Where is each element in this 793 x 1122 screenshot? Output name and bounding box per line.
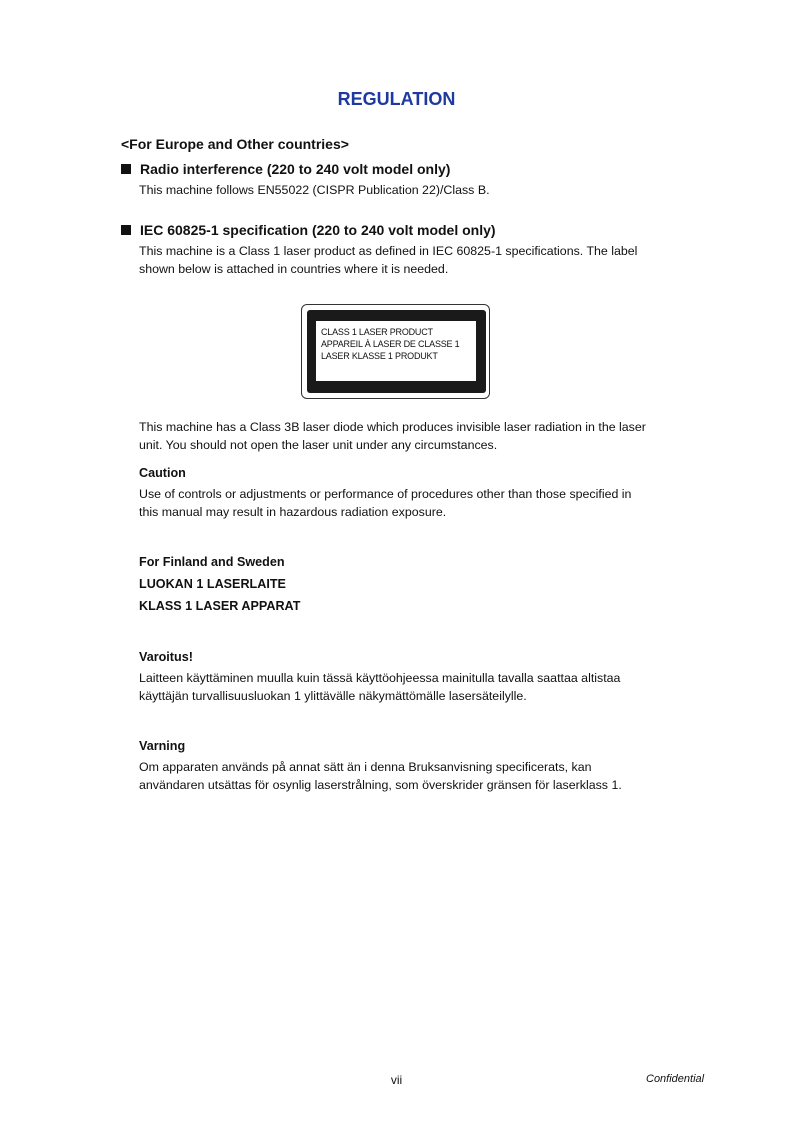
text-line: Use of controls or adjustments or performance of procedures other than those specified in (139, 487, 632, 501)
text-line: shown below is attached in countries where it is needed. (139, 262, 449, 276)
laser-label-line: LASER KLASSE 1 PRODUKT (321, 351, 438, 361)
finnish-laser-class-text: LUOKAN 1 LASERLAITE (139, 577, 286, 591)
finland-sweden-heading: For Finland and Sweden (139, 555, 285, 569)
section-heading-radio-interference (121, 161, 450, 177)
varoitus-text (139, 669, 687, 705)
varoitus-heading: Varoitus! (139, 650, 193, 664)
page-number: vii (390, 1073, 403, 1087)
laser-diode-text (139, 418, 687, 454)
swedish-laser-class-text: KLASS 1 LASER APPARAT (139, 599, 301, 613)
text-line: Laitteen käyttäminen muulla kuin tässä käyttöohjeessa mainitulla tavalla saattaa altistaa (139, 671, 621, 685)
text-line: this manual may result in hazardous radiation exposure. (139, 505, 447, 519)
text-line: användaren utsättas för osynlig laserstrålning, som överskrider gränsen för laserklass 1. (139, 778, 622, 792)
radio-interference-text: This machine follows EN55022 (CISPR Publication 22)/Class B. (139, 183, 490, 197)
text-line: käyttäjän turvallisuusluokan 1 ylittävälle näkymättömälle lasersäteilylle. (139, 689, 527, 703)
caution-heading: Caution (139, 466, 186, 480)
laser-label-line: CLASS 1 LASER PRODUCT (321, 327, 433, 337)
bullet-square-icon (121, 225, 131, 235)
iec-specification-text (139, 242, 687, 278)
confidential-label: Confidential (646, 1073, 705, 1085)
section-heading-text: Radio interference (220 to 240 volt model only) (140, 161, 451, 177)
text-line: unit. You should not open the laser unit under any circumstances. (139, 438, 498, 452)
laser-label-line: APPAREIL À LASER DE CLASSE 1 (321, 339, 460, 349)
text-line: Om apparaten används på annat sätt än i denna Bruksanvisning specificerats, kan (139, 760, 592, 774)
varning-text (139, 758, 687, 794)
text-line: This machine has a Class 3B laser diode which produces invisible laser radiation in the laser (139, 420, 646, 434)
section-heading-text: IEC 60825-1 specification (220 to 240 volt model only) (140, 222, 496, 238)
section-heading-iec-specification (121, 222, 496, 238)
laser-label (316, 321, 476, 381)
bullet-square-icon (121, 164, 131, 174)
text-line: This machine is a Class 1 laser product as defined in IEC 60825-1 specifications. The label (139, 244, 638, 258)
varning-heading: Varning (139, 739, 186, 753)
caution-text (139, 485, 687, 521)
region-heading: <For Europe and Other countries> (121, 136, 349, 152)
page-title: REGULATION (337, 89, 456, 109)
